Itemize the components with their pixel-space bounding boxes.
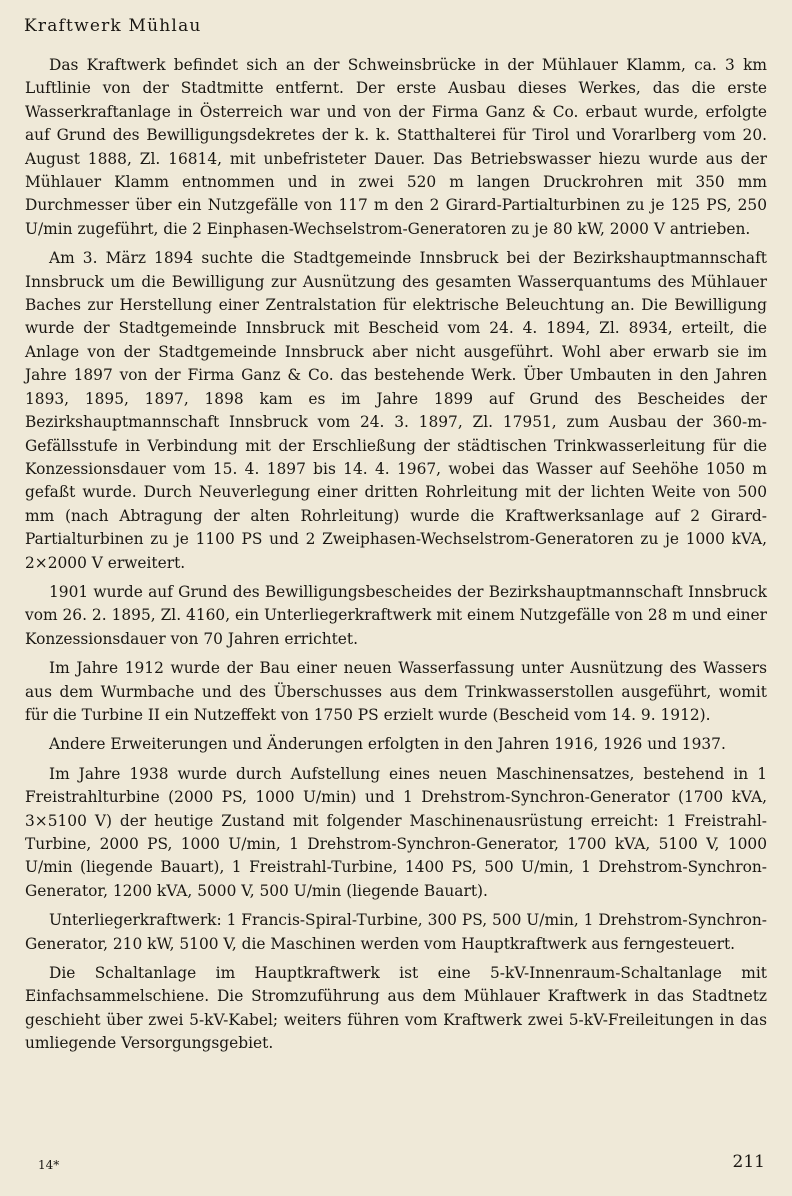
paragraph-switchgear: Die Schaltanlage im Hauptkraftwerk ist eine 5-kV-Innenraum-Schaltanlage mit Einfachsammelschiene. Die Stromzuführung aus dem Mühlauer Kraftwerk in das Stadtnetz geschieht über zwei 5-kV-Kabel; weiters führen vom Kraftwerk zwei 5-kV-Freileitungen in das umliegende Versorgungsgebiet.: [25, 964, 767, 1053]
paragraph-lower-plant-equipment: Unterliegerkraftwerk: 1 Francis-Spiral-Turbine, 300 PS, 500 U/min, 1 Drehstrom-Synchron-Generator, 210 kW, 5100 V, die Maschinen werden vom Hauptkraftwerk aus ferngesteuert.: [25, 911, 767, 953]
paragraph-1901-lower-plant: 1901 wurde auf Grund des Bewilligungsbescheides der Bezirkshauptmannschaft Innsbruck vom 26. 2. 1895, Zl. 4160, ein Unterliegerkraftwerk mit einem Nutzgefälle von 28 m und einer Konzessionsdauer von 70 Jahren errichtet.: [25, 582, 767, 648]
page-number: 211: [732, 1152, 765, 1172]
paragraph-1912-water-intake: Im Jahre 1912 wurde der Bau einer neuen Wasserfassung unter Ausnützung des Wassers aus dem Wurmbache und des Überschusses aus dem Trinkwasserstollen ausgeführt, womit für die Turbine II ein Nutzeffekt von 1750 PS erzielt wurde (Bescheid vom 14. 9. 1912).: [25, 659, 767, 724]
paragraph-1938-machinery: Im Jahre 1938 wurde durch Aufstellung eines neuen Maschinensatzes, bestehend in 1 Freistrahlturbine (2000 PS, 1000 U/min) und 1 Drehstrom-Synchron-Generator (1700 kVA, 3×5100 V) der heutige Zustand mit folgender Maschinenausrüstung erreicht: 1 Freistrahl-Turbine, 2000 PS, 1000 U/min, 1 Drehstrom-Synchron-Generator, 1700 kVA, 5100 V, 1000 U/min (liegende Bauart), 1 Freistrahl-Turbine, 1400 PS, 500 U/min, 1 Drehstrom-Synchron-Generator, 1200 kVA, 5000 V, 500 U/min (liegende Bauart).: [25, 764, 767, 900]
paragraph-other-extensions: Andere Erweiterungen und Änderungen erfolgten in den Jahren 1916, 1926 und 1937.: [49, 735, 726, 754]
page-title: Kraftwerk Mühlau: [24, 16, 202, 36]
signature-mark: 14*: [38, 1158, 60, 1172]
body-text: [25, 54, 767, 1062]
paragraph-1894-expansion: Am 3. März 1894 suchte die Stadtgemeinde Innsbruck bei der Bezirkshauptmannschaft Innsbruck um die Bewilligung zur Ausnützung des gesamten Wasserquantums des Mühlauer Baches zur Herstellung einer Zentralstation für elektrische Beleuchtung an. Die Bewilligung wurde der Stadtgemeinde Innsbruck mit Bescheid vom 24. 4. 1894, Zl. 8934, erteilt, die Anlage von der Stadtgemeinde Innsbruck aber nicht ausgeführt. Wohl aber erwarb sie im Jahre 1897 von der Firma Ganz & Co. das bestehende Werk. Über Umbauten in den Jahren 1893, 1895, 1897, 1898 kam es im Jahre 1899 auf Grund des Bescheides der Bezirkshauptmannschaft Innsbruck vom 24. 3. 1897, Zl. 17951, zum Ausbau der 360-m-Gefällsstufe in Verbindung mit der Erschließung der städtischen Trinkwasserleitung für die Konzessionsdauer vom 15. 4. 1897 bis 14. 4. 1967, wobei das Wasser auf Seehöhe 1050 m gefaßt wurde. Durch Neuverlegung einer dritten Rohrleitung mit der lichten Weite von 500 mm (nach Abtragung der alten Rohrleitung) wurde die Kraftwerksanlage auf 2 Girard-Partialturbinen zu je 1100 PS und 2 Zweiphasen-Wechselstrom-Generatoren zu je 1000 kVA, 2×2000 V erweitert.: [25, 249, 767, 572]
paragraph-history-first-build: Das Kraftwerk befindet sich an der Schweinsbrücke in der Mühlauer Klamm, ca. 3 km Luftlinie von der Stadtmitte entfernt. Der erste Ausbau dieses Werkes, das die erste Wasserkraftanlage in Österreich war und von der Firma Ganz & Co. erbaut wurde, erfolgte auf Grund des Bewilligungsdekretes der k. k. Statthalterei für Tirol und Vorarlberg vom 20. August 1888, Zl. 16814, mit unbefristeter Dauer. Das Betriebswasser hiezu wurde aus der Mühlauer Klamm entnommen und in zwei 520 m langen Druckrohren mit 350 mm Durchmesser über ein Nutzgefälle von 117 m den 2 Girard-Partialturbinen zu je 125 PS, 250 U/min zugeführt, die 2 Einphasen-Wechselstrom-Generatoren zu je 80 kW, 2000 V antrieben.: [25, 56, 767, 238]
